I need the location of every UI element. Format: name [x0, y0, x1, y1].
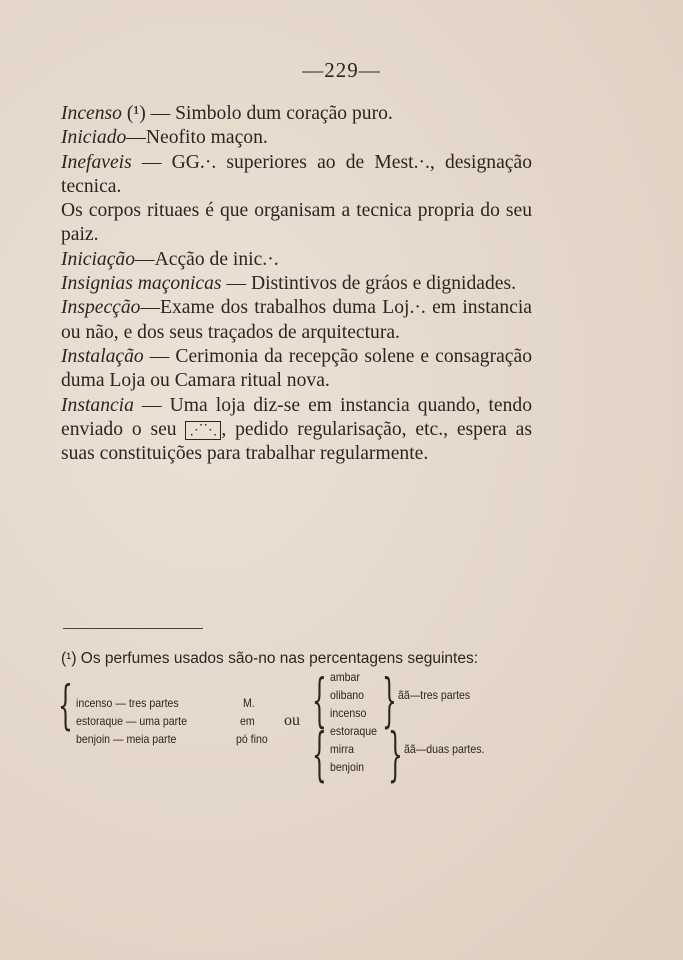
left-item: estoraque — uma parte — [76, 714, 187, 728]
left-item: incenso — tres partes — [76, 696, 179, 710]
entry-text: — Distintivos de gráos e dignidades. — [221, 273, 516, 295]
entry-os-corpos — [61, 199, 532, 248]
right-group1-item: ambar — [330, 670, 360, 684]
left-col2: em — [240, 714, 255, 728]
entry-term: Iniciação — [61, 248, 135, 270]
entry-text: Os corpos rituaes é que organisam a tecnica propria do seu paiz. — [61, 200, 532, 246]
footnote-intro: (¹) Os perfumes usados são-no nas percentagens seguintes: — [61, 650, 479, 667]
entry-term: Inefaveis — [61, 151, 132, 173]
left-col2: M. — [243, 696, 255, 710]
right-group2-item: mirra — [330, 742, 355, 756]
entry-term: Insignias maçonicas — [61, 273, 222, 295]
entry-instancia — [61, 394, 532, 467]
entry-term: Instancia — [61, 394, 134, 416]
right-brace-close-icon: } — [382, 666, 397, 734]
entry-text: —Acção de inic.·. — [135, 248, 279, 270]
entry-inspeccao — [61, 296, 532, 345]
entry-term: Incenso — [61, 103, 122, 124]
right-group1-item: incenso — [330, 706, 367, 720]
entry-text: —Exame dos trabalhos duma Loj.·. em instancia ou não, e dos seus traçados de arquitectura. — [61, 297, 532, 343]
entry-text: — Cerimonia da recepção solene e consagração duma Loja ou Camara ritual nova. — [61, 345, 532, 392]
left-col2: pó fino — [236, 732, 268, 746]
entry-text: (¹) — Simbolo dum coração puro. — [121, 103, 393, 124]
right-brace-close-icon: } — [388, 720, 403, 788]
glossary-body — [61, 102, 532, 466]
page-number: —229— — [302, 58, 381, 82]
entry-inefaveis — [61, 151, 532, 200]
entry-text: —Neofito maçon. — [126, 127, 268, 149]
right-group2-item: estoraque — [330, 724, 377, 738]
entry-text: — Uma loja diz-se em instancia quando, tendo enviado o seu — [61, 394, 532, 440]
entry-text-after: , pedido regularisação, etc., espera as suas constituições para trabalhar regularmente. — [61, 418, 533, 465]
left-item: benjoin — meia parte — [76, 732, 177, 746]
lodge-symbol-icon: ⋰⋱ — [185, 421, 221, 440]
right-brace-open-icon: { — [312, 720, 327, 788]
right-brace-open-icon: { — [312, 666, 327, 734]
left-brace-icon: { — [58, 676, 73, 736]
entry-term: Iniciado — [61, 127, 127, 149]
right-group1-label: ãã—tres partes — [398, 688, 471, 702]
entry-term: Inspecção — [61, 297, 141, 319]
entry-text: — GG.·. superiores ao de Mest.·., designação tecnica. — [61, 151, 532, 197]
connector-ou: ou — [284, 712, 300, 729]
entry-incenso — [61, 102, 532, 126]
entry-instalacao — [61, 345, 532, 394]
entry-insignias — [61, 272, 532, 296]
footnote-divider — [63, 628, 203, 629]
right-group1-item: olibano — [330, 688, 365, 702]
right-group2-label: ãã—duas partes. — [404, 742, 485, 756]
right-group2-item: benjoin — [330, 760, 365, 774]
entry-iniciacao — [61, 248, 532, 272]
entry-iniciado — [61, 126, 532, 150]
entry-term: Instalação — [61, 345, 144, 367]
